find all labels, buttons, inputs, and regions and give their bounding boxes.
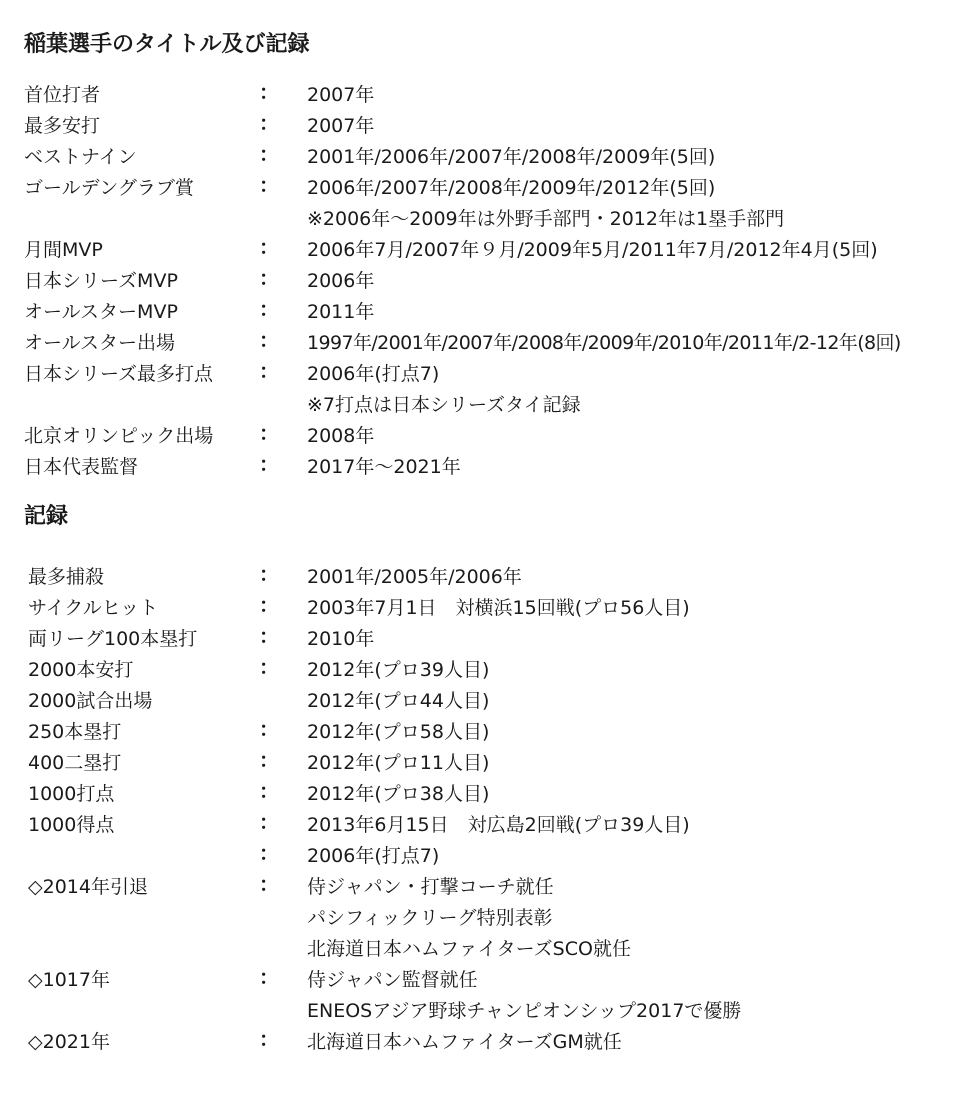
colon-separator: ： bbox=[259, 421, 279, 445]
colon-separator: ： bbox=[259, 965, 279, 989]
colon-separator: ： bbox=[259, 173, 279, 197]
list-item bbox=[0, 686, 970, 717]
row-label: 最多捕殺 bbox=[28, 566, 105, 588]
list-item bbox=[0, 872, 970, 903]
list-item bbox=[0, 810, 970, 841]
list-item bbox=[0, 841, 970, 872]
row-label: サイクルヒット bbox=[28, 597, 159, 619]
row-label: オールスターMVP bbox=[24, 301, 178, 323]
row-value: 2012年(プロ39人目) bbox=[307, 659, 490, 681]
colon-separator: ： bbox=[259, 266, 279, 290]
row-value: パシフィックリーグ特別表彰 bbox=[307, 907, 553, 929]
list-item bbox=[0, 1027, 970, 1058]
row-label: 月間MVP bbox=[24, 239, 103, 261]
list-item bbox=[0, 903, 970, 934]
row-label: ◇2014年引退 bbox=[28, 876, 148, 898]
list-item bbox=[0, 748, 970, 779]
row-value: 2010年 bbox=[307, 628, 375, 650]
list-item bbox=[0, 624, 970, 655]
list-item bbox=[0, 452, 970, 483]
row-value: 2012年(プロ44人目) bbox=[307, 690, 490, 712]
list-item bbox=[0, 934, 970, 965]
colon-separator: ： bbox=[259, 452, 279, 476]
row-label: 250本塁打 bbox=[28, 721, 122, 743]
row-label: 400二塁打 bbox=[28, 752, 122, 774]
colon-separator: ： bbox=[259, 841, 279, 865]
row-value: 北海道日本ハムファイターズSCO就任 bbox=[307, 938, 631, 960]
row-value: 2013年6月15日 対広島2回戦(プロ39人目) bbox=[307, 814, 690, 836]
list-item bbox=[0, 779, 970, 810]
row-value: 侍ジャパン・打撃コーチ就任 bbox=[307, 876, 554, 898]
records-list bbox=[0, 562, 970, 1058]
row-value: 2006年(打点7) bbox=[307, 845, 440, 867]
list-item bbox=[0, 421, 970, 452]
colon-separator: ： bbox=[259, 562, 279, 586]
row-label: ◇2021年 bbox=[28, 1031, 110, 1053]
list-item bbox=[0, 717, 970, 748]
list-item bbox=[0, 173, 970, 204]
colon-separator: ： bbox=[259, 80, 279, 104]
row-value: 北海道日本ハムファイターズGM就任 bbox=[307, 1031, 622, 1053]
list-item bbox=[0, 562, 970, 593]
list-item bbox=[0, 297, 970, 328]
row-value: 2011年 bbox=[307, 301, 375, 323]
colon-separator: ： bbox=[259, 1027, 279, 1051]
row-label: 日本シリーズMVP bbox=[24, 270, 178, 292]
row-label: オールスター出場 bbox=[24, 332, 176, 354]
section-heading-records: 記録 bbox=[24, 504, 69, 529]
colon-separator: ： bbox=[259, 359, 279, 383]
colon-separator: ： bbox=[259, 297, 279, 321]
colon-separator: ： bbox=[259, 748, 279, 772]
colon-separator: ： bbox=[259, 810, 279, 834]
row-value: 2006年 bbox=[307, 270, 375, 292]
colon-separator: ： bbox=[259, 624, 279, 648]
row-label: ベストナイン bbox=[24, 146, 137, 168]
list-item bbox=[0, 328, 970, 359]
row-value: 2008年 bbox=[307, 425, 375, 447]
row-value: 2012年(プロ58人目) bbox=[307, 721, 490, 743]
row-label: 1000打点 bbox=[28, 783, 115, 805]
row-note: ※2006年～2009年は外野手部門・2012年は1塁手部門 bbox=[307, 208, 785, 230]
row-value: 2012年(プロ11人目) bbox=[307, 752, 490, 774]
row-label: 日本代表監督 bbox=[24, 456, 139, 478]
colon-separator: ： bbox=[259, 717, 279, 741]
row-value: 2001年/2005年/2006年 bbox=[307, 566, 522, 588]
colon-separator: ： bbox=[259, 779, 279, 803]
row-label: ◇1017年 bbox=[28, 969, 110, 991]
row-value: 2012年(プロ38人目) bbox=[307, 783, 490, 805]
row-value: 1997年/2001年/2007年/2008年/2009年/2010年/2011年/2-12年(8回) bbox=[307, 332, 901, 354]
row-label: 首位打者 bbox=[24, 84, 101, 106]
row-label: 最多安打 bbox=[24, 115, 101, 137]
row-value: 侍ジャパン監督就任 bbox=[307, 969, 478, 991]
colon-separator: ： bbox=[259, 235, 279, 259]
row-label: 両リーグ100本塁打 bbox=[28, 628, 198, 650]
titles-list bbox=[0, 80, 970, 483]
list-item bbox=[0, 142, 970, 173]
row-label: ゴールデングラブ賞 bbox=[24, 177, 194, 199]
row-value: 2007年 bbox=[307, 115, 375, 137]
colon-separator: ： bbox=[259, 111, 279, 135]
list-item bbox=[0, 390, 970, 421]
row-label: 2000本安打 bbox=[28, 659, 134, 681]
list-item bbox=[0, 996, 970, 1027]
colon-separator: ： bbox=[259, 872, 279, 896]
row-label: 北京オリンピック出場 bbox=[24, 425, 214, 447]
colon-separator: ： bbox=[259, 655, 279, 679]
colon-separator: ： bbox=[259, 328, 279, 352]
list-item bbox=[0, 235, 970, 266]
list-item bbox=[0, 655, 970, 686]
colon-separator: ： bbox=[259, 142, 279, 166]
row-value: 2006年/2007年/2008年/2009年/2012年(5回) bbox=[307, 177, 716, 199]
row-value: 2006年7月/2007年９月/2009年5月/2011年7月/2012年4月(5回) bbox=[307, 239, 878, 261]
row-label: 1000得点 bbox=[28, 814, 115, 836]
row-value: 2003年7月1日 対横浜15回戦(プロ56人目) bbox=[307, 597, 690, 619]
list-item bbox=[0, 266, 970, 297]
row-label: 日本シリーズ最多打点 bbox=[24, 363, 214, 385]
row-value: 2001年/2006年/2007年/2008年/2009年(5回) bbox=[307, 146, 716, 168]
list-item bbox=[0, 80, 970, 111]
list-item bbox=[0, 204, 970, 235]
row-value: 2007年 bbox=[307, 84, 375, 106]
list-item bbox=[0, 965, 970, 996]
row-label: 2000試合出場 bbox=[28, 690, 153, 712]
row-note: ※7打点は日本シリーズタイ記録 bbox=[307, 394, 581, 416]
list-item bbox=[0, 359, 970, 390]
row-value: ENEOSアジア野球チャンピオンシップ2017で優勝 bbox=[307, 1000, 742, 1022]
row-value: 2006年(打点7) bbox=[307, 363, 440, 385]
row-value: 2017年～2021年 bbox=[307, 456, 461, 478]
list-item bbox=[0, 593, 970, 624]
list-item bbox=[0, 111, 970, 142]
colon-separator: ： bbox=[259, 593, 279, 617]
section-heading-titles: 稲葉選手のタイトル及び記録 bbox=[24, 32, 310, 57]
